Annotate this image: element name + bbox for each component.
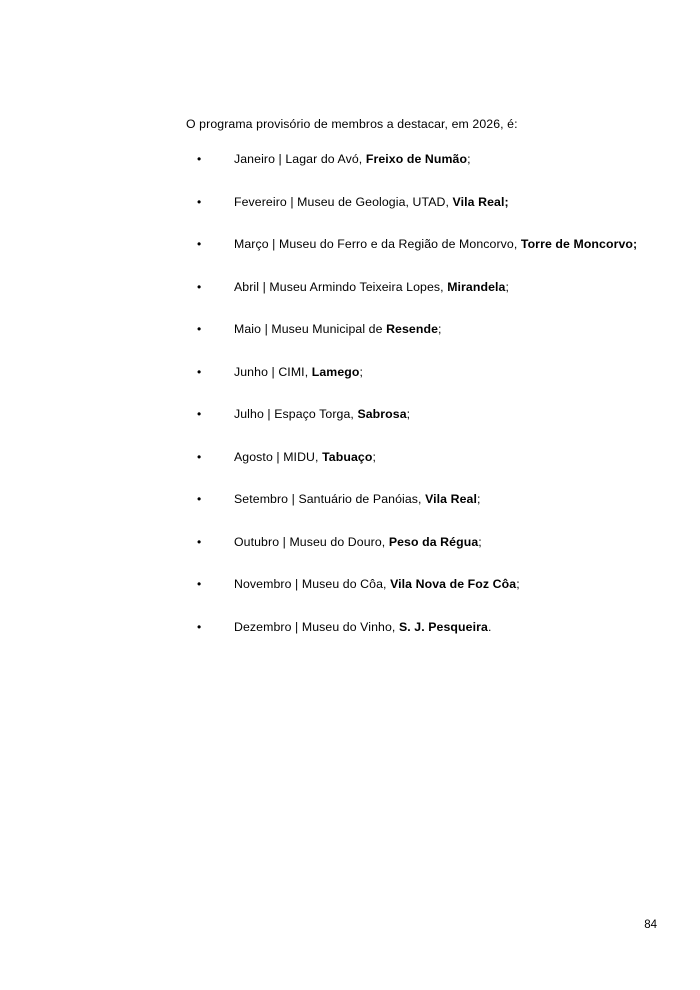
list-item-tail: ; xyxy=(359,364,364,379)
list-item-plain: Abril | Museu Armindo Teixeira Lopes, xyxy=(234,279,448,294)
list-item-text xyxy=(234,195,509,209)
list-item xyxy=(186,278,656,297)
list-item-plain: Fevereiro | Museu de Geologia, UTAD, xyxy=(234,194,453,209)
bullet-icon: • xyxy=(197,492,202,507)
list-item-plain: Dezembro | Museu do Vinho, xyxy=(234,620,399,635)
list-item xyxy=(186,490,656,509)
list-item-text xyxy=(234,492,481,506)
list-item xyxy=(186,193,656,212)
bullet-icon: • xyxy=(197,364,202,379)
list-item xyxy=(186,533,656,552)
list-item-bold: Peso da Régua xyxy=(388,534,479,549)
bullet-icon: • xyxy=(197,620,202,635)
list-item-text xyxy=(234,152,471,166)
list-item-bold: S. J. Pesqueira xyxy=(398,620,488,635)
list-item xyxy=(186,363,656,382)
list-item xyxy=(186,575,656,594)
list-item-plain: Março | Museu do Ferro e da Região de Moncorvo, xyxy=(234,237,521,252)
list-item-plain: Julho | Espaço Torga, xyxy=(234,407,358,422)
list-item-bold: Freixo de Numão xyxy=(365,152,468,166)
intro-paragraph: O programa provisório de membros a destacar, em 2026, é: xyxy=(186,117,518,132)
bullet-icon: • xyxy=(197,194,202,209)
list-item xyxy=(186,150,656,169)
list-item-tail: ; xyxy=(438,322,442,337)
list-item-text xyxy=(234,450,376,464)
program-list xyxy=(186,150,656,661)
list-item xyxy=(186,448,656,467)
list-item-plain: Novembro | Museu do Côa, xyxy=(234,577,391,592)
list-item-tail: ; xyxy=(406,407,411,422)
list-item-text xyxy=(234,365,363,379)
list-item xyxy=(186,235,656,254)
bullet-icon: • xyxy=(197,534,202,549)
list-item-text xyxy=(234,620,491,634)
list-item-plain: Janeiro | Lagar do Avó, xyxy=(234,152,366,166)
list-item-text xyxy=(234,322,442,336)
bullet-icon: • xyxy=(197,279,202,294)
list-item-plain: Maio | Museu Municipal de xyxy=(234,322,387,337)
list-item-tail: ; xyxy=(505,279,510,294)
list-item-bold: Mirandela xyxy=(447,279,506,294)
bullet-icon: • xyxy=(197,322,202,337)
list-item-text xyxy=(234,535,482,549)
list-item-text xyxy=(234,237,637,251)
list-item-text xyxy=(234,280,509,294)
list-item-bold: Vila Nova de Foz Côa xyxy=(390,577,517,592)
list-item-bold: Vila Real xyxy=(425,492,478,507)
list-item-plain: Junho | CIMI, xyxy=(234,364,312,379)
list-item-bold: Vila Real; xyxy=(452,194,509,209)
list-item-tail: ; xyxy=(467,152,471,166)
list-item-tail: ; xyxy=(478,534,482,549)
list-item-tail: ; xyxy=(477,492,481,507)
list-item xyxy=(186,320,656,339)
list-item xyxy=(186,405,656,424)
list-item-plain: Setembro | Santuário de Panóias, xyxy=(234,492,426,507)
list-item-plain: Agosto | MIDU, xyxy=(234,449,323,464)
list-item xyxy=(186,618,656,637)
list-item-bold: Tabuaço xyxy=(322,449,373,464)
list-item-plain: Outubro | Museu do Douro, xyxy=(234,534,389,549)
list-item-tail: ; xyxy=(372,449,376,464)
list-item-bold: Lamego xyxy=(311,364,360,379)
list-item-tail: ; xyxy=(516,577,520,592)
list-item-text xyxy=(234,407,410,421)
list-item-tail: . xyxy=(487,620,492,635)
bullet-icon: • xyxy=(197,237,202,252)
list-item-bold: Sabrosa xyxy=(357,407,407,422)
bullet-icon: • xyxy=(197,152,202,166)
bullet-icon: • xyxy=(197,449,202,464)
page-number: 84 xyxy=(644,919,657,931)
list-item-bold: Torre de Moncorvo; xyxy=(520,237,638,252)
bullet-icon: • xyxy=(197,407,202,422)
list-item-text xyxy=(234,577,520,591)
bullet-icon: • xyxy=(197,577,202,592)
list-item-bold: Resende xyxy=(386,322,439,337)
